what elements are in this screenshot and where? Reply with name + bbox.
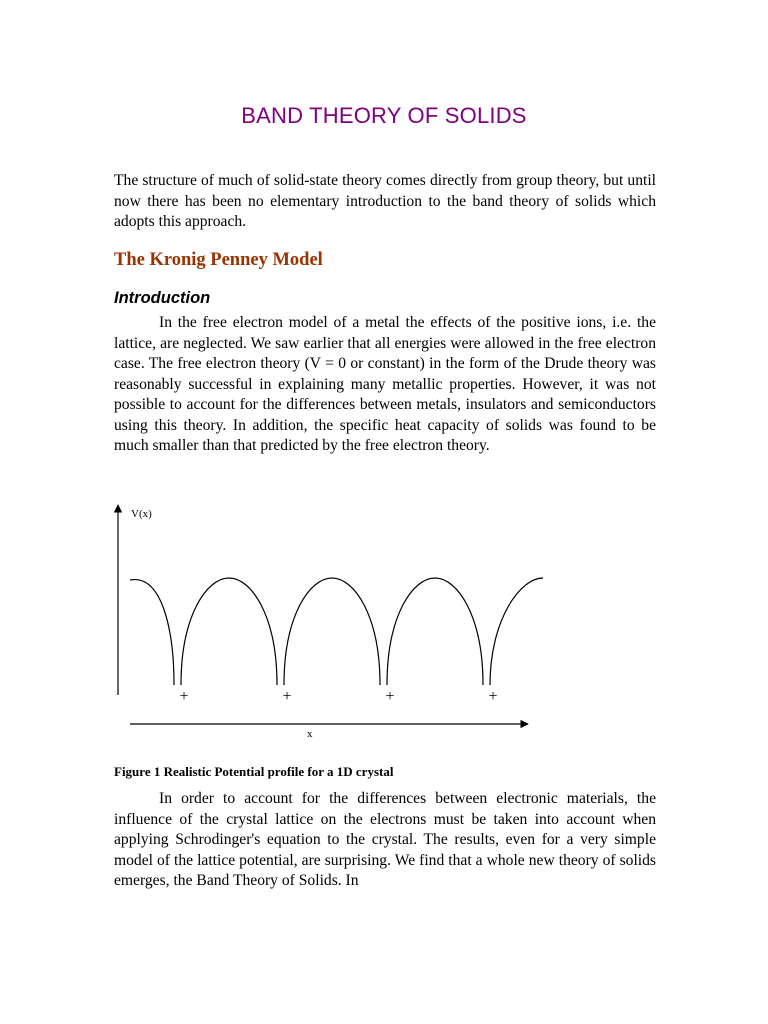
potential-curve	[130, 578, 543, 685]
ion-markers	[179, 688, 497, 705]
intro-paragraph: The structure of much of solid-state theory comes directly from group theory, but until now there has been no elementary introduction to the band theory of solids which adopts this approach.	[114, 172, 656, 230]
figure-caption: Figure 1 Realistic Potential profile for a 1D crystal	[114, 764, 394, 779]
ion-marker: +	[385, 688, 395, 705]
subsection-heading: Introduction	[114, 289, 211, 307]
y-axis-label: V(x)	[131, 508, 152, 520]
document-title: BAND THEORY OF SOLIDS	[241, 103, 527, 128]
body-paragraph: In the free electron model of a metal the effects of the positive ions, i.e. the lattice, are neglected. We saw earlier that all energies were allowed in the free electron case. The free electron theory (V = 0 or constant) in the form of the Drude theory was reasonably successful in explaining many metallic properties. However, it was not possible to account for the differences between metals, insulators and semiconductors using this theory. In addition, the specific heat capacity of solids was found to be much smaller than that predicted by the free electron theory.	[114, 314, 656, 454]
section-heading: The Kronig Penney Model	[114, 250, 323, 270]
potential-curve-path	[130, 578, 543, 685]
ion-marker: +	[488, 688, 498, 705]
body-paragraph: In order to account for the differences between electronic materials, the influence of the crystal lattice on the electrons must be taken into account when applying Schrodinger's equation to the crystal. The results, even for a very simple model of the lattice potential, are surprising. We find that a whole new theory of solids emerges, the Band Theory of Solids. In	[114, 790, 656, 889]
x-axis-label: x	[307, 728, 313, 740]
ion-marker: +	[282, 688, 292, 705]
ion-marker: +	[179, 688, 189, 705]
